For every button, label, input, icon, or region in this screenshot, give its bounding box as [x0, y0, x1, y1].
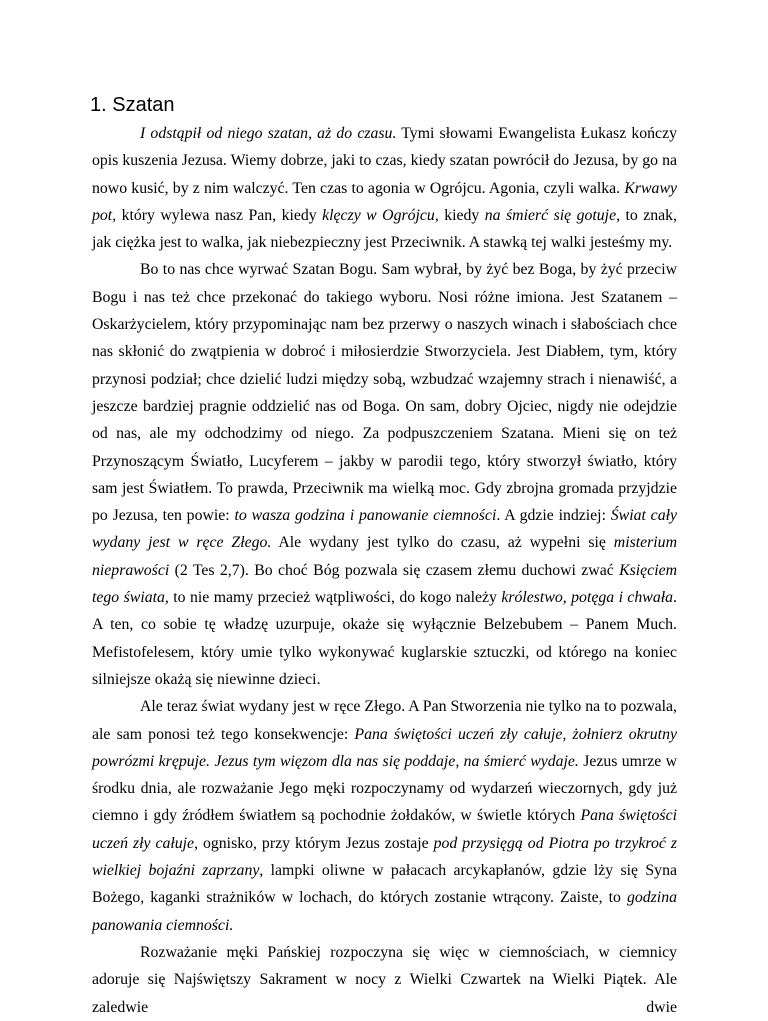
text-run: , który wylewa nasz Pan, kiedy [112, 206, 323, 224]
italic-text: Księciem tego świata [92, 561, 677, 607]
text-run: Tymi słowami Ewangelista Łukasz kończy opis kuszenia Jezusa. Wiemy dobrze, jaki to czas, kiedy szatan powrócił do Jezusa, by go na nowo kusić, by z nim walczyć. Ten czas to agonia w Ogrójcu. Agonia, czyli walka. [92, 125, 677, 197]
italic-text: Krwawy pot [92, 179, 677, 224]
text-run: , to nie mamy przecież wątpliwości, do kogo należy [164, 589, 502, 607]
italic-text: Świat cały wydany jest w ręce Złego. [92, 507, 677, 552]
italic-text: Pana świętości uczeń zły całuje, żołnierz okrutny powrózmi krępuje. Jezus tym więzom dla nas się poddaje, na śmierć wydaje. [92, 725, 677, 770]
text-run: , kiedy [434, 206, 485, 224]
text-run: (2 Tes 2,7). Bo choć Bóg pozwala się czasem złemu duchowi zwać [169, 561, 620, 579]
section-heading: 1. Szatan [90, 94, 175, 116]
italic-text: królestwo, potęga i chwała [501, 589, 674, 607]
paragraph [92, 256, 677, 693]
text-run: , ognisko, przy którym Jezus zostaje [194, 834, 434, 852]
italic-text: Pana świętości uczeń zły całuje [92, 807, 677, 852]
italic-text: I odstąpił od niego szatan, aż do czasu. [140, 125, 397, 142]
text-run: . A gdzie indziej: [496, 507, 611, 525]
italic-text: to wasza godzina i panowanie ciemności [234, 507, 497, 525]
text-run: Rozważanie męki Pańskiej rozpoczyna się więc w ciemnościach, w ciemnicy adoruje się Najświętszy Sakrament w nocy z Wielki Czwartek na Wielki Piątek. Ale zaledwie dwie [92, 943, 677, 1016]
paragraph [92, 939, 677, 1021]
italic-text: godzina panowania ciemności. [92, 889, 677, 934]
text-run: Ale teraz świat wydany jest w ręce Złego. A Pan Stworzenia nie tylko na to pozwala, ale sam ponosi też tego konsekwencje: [92, 698, 677, 743]
italic-text: pod przysięgą od Piotra po trzykroć z wielkiej bojaźni zaprzany [92, 834, 677, 880]
text-run: Ale wydany jest tylko do czasu, aż wypełni się [271, 534, 614, 552]
italic-text: misterium nieprawości [92, 534, 677, 579]
text-run: . A ten, co sobie tę władzę uzurpuje, okaże się wyłącznie Belzebubem – Panem Much. Mefistofelesem, który umie tylko wykonywać kuglarskie sztuczki, od którego na koniec silniejsze okażą się niewinne dzieci. [92, 589, 677, 688]
paragraph [92, 693, 677, 939]
text-run: Jezus umrze w środku dnia, ale rozważanie Jego męki rozpoczynamy od wydarzeń wieczornych, gdy już ciemno i gdy źródłem światłem są pochodnie żołdaków, w świetle których [92, 752, 677, 825]
paragraph [92, 120, 677, 256]
italic-text: klęczy w Ogrójcu [322, 206, 435, 224]
text-run: , to znak, jak ciężka jest to walka, jak niebezpieczny jest Przeciwnik. A stawką tej walki jesteśmy my. [92, 206, 678, 252]
text-run: , lampki oliwne w pałacach arcykapłanów, gdzie lży się Syna Bożego, kaganki strażników w lochach, do których zostanie wtrącony. Zaiste, to [92, 862, 677, 907]
text-run: Bo to nas chce wyrwać Szatan Bogu. Sam wybrał, by żyć bez Boga, by żyć przeciw Bogu i nas też chce przekonać do takiego wyboru. Nosi różne imiona. Jest Szatanem – Oskarżycielem, który przypominając nam bez przerwy o naszych winach i słabościach chce nas skłonić do zwątpienia w dobroć i miłosierdzie Stworzyciela. Jest Diabłem, tym, który przynosi podział; chce dzielić ludzi między sobą, wzbudzać wzajemny strach i nienawiść, a jeszcze bardziej pragnie oddzielić nas od Boga. On sam, dobry Ojciec, nigdy nie odejdzie od nas, ale my odchodzimy od niego. Za podpuszczeniem Szatana. Mieni się on też Przynoszącym Światło, Lucyferem – jakby w parodii tego, który stworzył światło, który sam jest Światłem. To prawda, Przeciwnik ma wielką moc. Gdy zbrojna gromada przyjdzie po Jezusa, ten powie: [92, 261, 677, 525]
body-text [92, 120, 677, 1021]
italic-text: na śmierć się gotuje [484, 206, 617, 224]
